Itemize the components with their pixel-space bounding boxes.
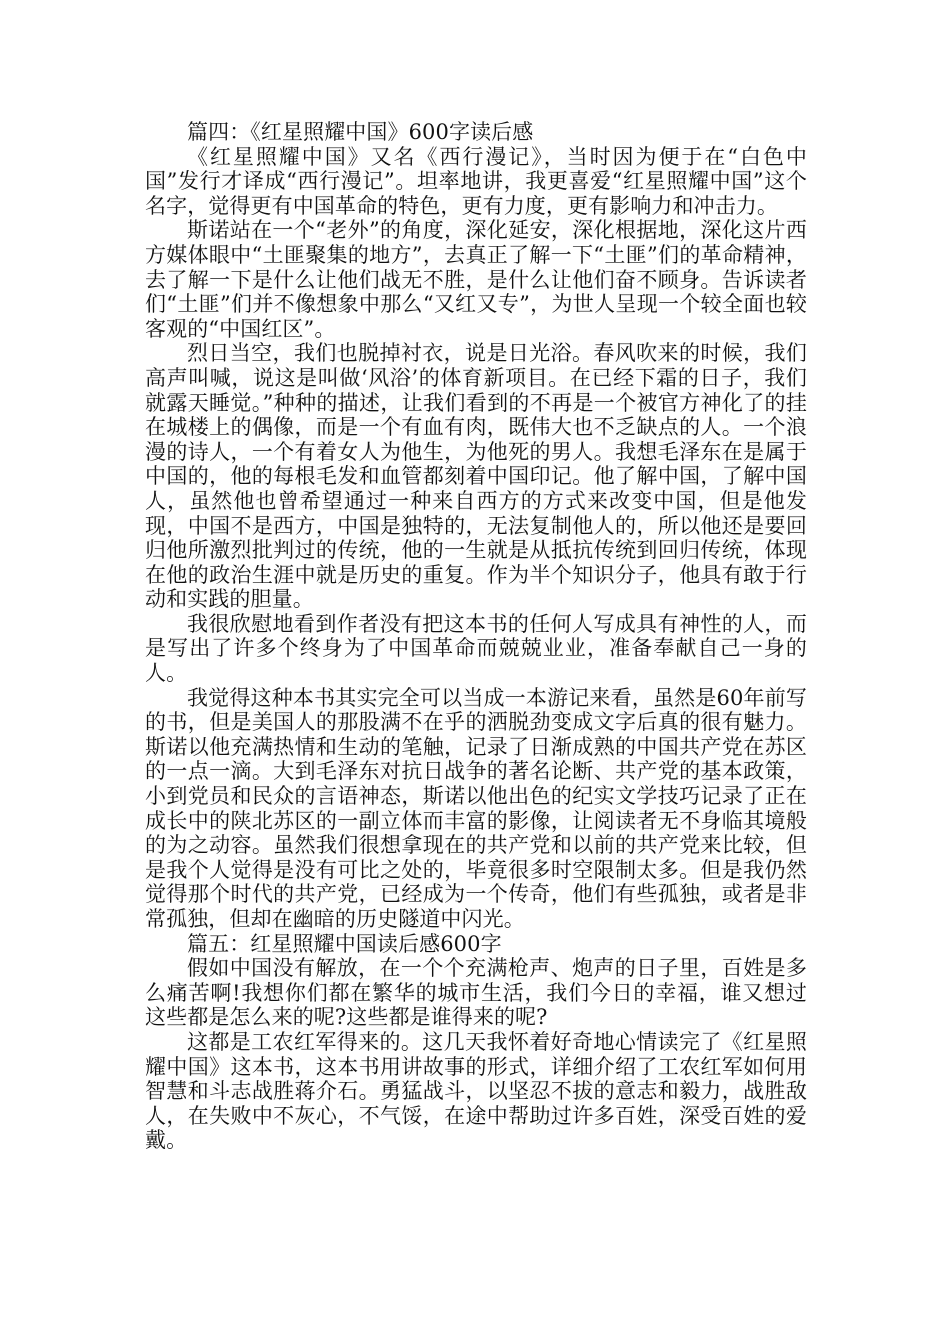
paragraph: 我觉得这种本书其实完全可以当成一本游记来看，虽然是60年前写的书，但是美国人的那股满不在乎的洒脱劲变成文字后真的很有魅力。斯诺以他充满热情和生动的笔触，记录了日渐成熟的中国共产党在苏区的一点一滴。大到毛泽东对抗日战争的著名论断、共产党的基本政策，小到党员和民众的言语神态，斯诺以他出色的纪实文学技巧记录了正在成长中的陕北苏区的一副立体而丰富的影像，让阅读者无不身临其境般的为之动容。虽然我们很想拿现在的共产党和以前的共产党来比较，但是我个人觉得是没有可比之处的，毕竟很多时空限制太多。但是我仍然觉得那个时代的共产党，已经成为一个传奇，他们有些孤独，或者是非常孤独，但却在幽暗的历史隧道中闪光。: [145, 685, 807, 931]
paragraph: 《红星照耀中国》又名《西行漫记》，当时因为便于在“白色中国”发行才译成“西行漫记”。坦率地讲，我更喜爱“红星照耀中国”这个名字，觉得更有中国革命的特色，更有力度，更有影响力和冲击力。: [145, 144, 807, 218]
section-heading: 篇四：《红星照耀中国》600字读后感: [187, 120, 534, 144]
paragraph: 我很欣慰地看到作者没有把这本书的任何人写成具有神性的人，而是写出了许多个终身为了中国革命而兢兢业业，准备奉献自己一身的人。: [145, 611, 807, 686]
section-heading: 篇五：红星照耀中国读后感600字: [187, 931, 502, 956]
document-page: [145, 120, 807, 1153]
paragraph: 假如中国没有解放，在一个个充满枪声、炮声的日子里，百姓是多么痛苦啊!我想你们都在繁华的城市生活，我们今日的幸福，谁又想过这些都是怎么来的呢?这些都是谁得来的呢?: [145, 956, 807, 1030]
paragraph: 这都是工农红军得来的。这几天我怀着好奇地心情读完了《红星照耀中国》这本书，这本书用讲故事的形式，详细介绍了工农红军如何用智慧和斗志战胜蒋介石。勇猛战斗，以坚忍不拔的意志和毅力，战胜敌人，在失败中不灰心，不气馁，在途中帮助过许多百姓，深受百姓的爱戴。: [145, 1029, 807, 1153]
paragraph: 斯诺站在一个“老外”的角度，深化延安，深化根据地，深化这片西方媒体眼中“土匪聚集的地方”，去真正了解一下“土匪”们的革命精神，去了解一下是什么让他们战无不胜，是什么让他们奋不顾身。告诉读者们“土匪”们并不像想象中那么“又红又专”，为世人呈现一个较全面也较客观的“中国红区”。: [145, 218, 807, 341]
paragraph: 烈日当空，我们也脱掉衬衣，说是日光浴。春风吹来的时候，我们高声叫喊，说这是叫做‘风浴’的体育新项目。在已经下霜的日子，我们就露天睡觉。”种种的描述，让我们看到的不再是一个被官方神化了的挂在城楼上的偶像，而是一个有血有肉，既伟大也不乏缺点的人。一个浪漫的诗人，一个有着女人为他生，为他死的男人。我想毛泽东在是属于中国的，他的每根毛发和血管都刻着中国印记。他了解中国，了解中国人，虽然他也曾希望通过一种来自西方的方式来改变中国，但是他发现，中国不是西方，中国是独特的，无法复制他人的，所以他还是要回归他所激烈批判过的传统，他的一生就是从抵抗传统到回归传统，体现在他的政治生涯中就是历史的重复。作为半个知识分子，他具有敢于行动和实践的胆量。: [145, 341, 807, 612]
